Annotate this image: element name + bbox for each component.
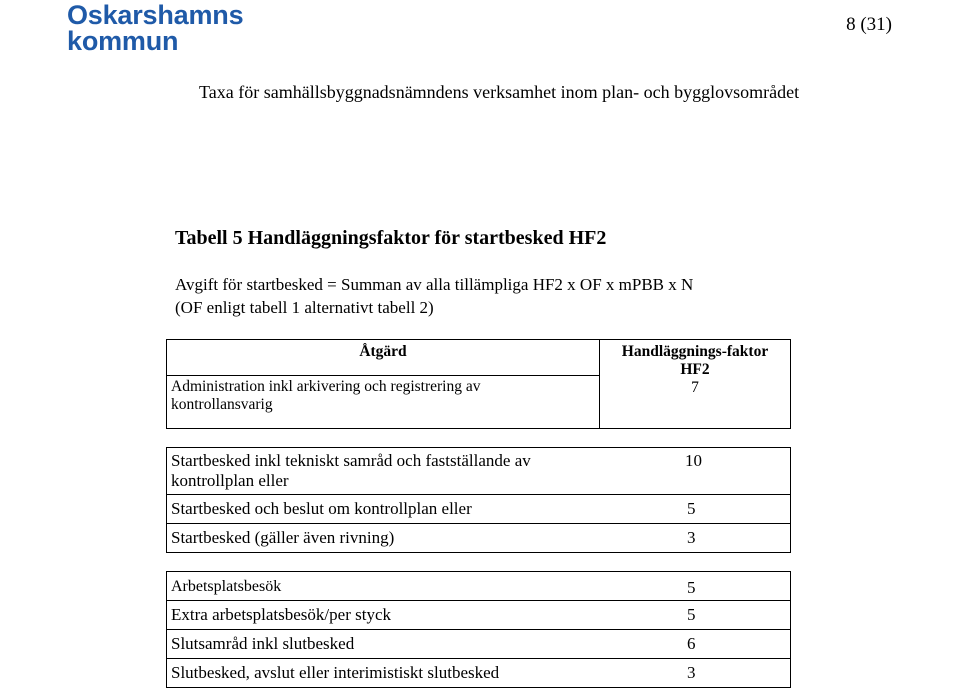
- table-row: [167, 601, 791, 630]
- header-action: Åtgärd: [167, 340, 600, 376]
- page-number: 8 (31): [846, 14, 892, 35]
- table-row: [167, 659, 791, 688]
- row-value: 3: [687, 528, 696, 547]
- row-label: [167, 572, 791, 601]
- factor-table-header: [166, 339, 791, 429]
- table-row: [167, 495, 791, 524]
- table-header-row: [167, 340, 791, 376]
- row-label-text: Startbesked (gäller även rivning): [171, 528, 395, 547]
- row-label-text: Slutbesked, avslut eller interimistiskt slutbesked: [171, 663, 500, 682]
- startbesked-table: [166, 447, 791, 553]
- row-label-text: Startbesked och beslut om kontrollplan eller: [171, 499, 472, 518]
- row-label-text: Extra arbetsplatsbesök/per styck: [171, 605, 391, 624]
- row-value: 6: [687, 634, 696, 653]
- row-label-text: Slutsamråd inkl slutbesked: [171, 634, 355, 653]
- row-label-line-2: kontrollplan eller: [171, 471, 289, 490]
- admin-label-line-1: Administration inkl arkivering och registrering av: [171, 378, 481, 395]
- header-factor-line-1: Handläggnings-faktor: [621, 343, 769, 360]
- row-label: [167, 524, 791, 553]
- row-label: [167, 448, 791, 495]
- row-value: 5: [687, 499, 696, 518]
- fee-formula: [175, 273, 693, 319]
- row-value: 3: [687, 663, 696, 682]
- admin-value: 7: [691, 379, 699, 396]
- row-label: [167, 630, 791, 659]
- inspection-table: [166, 571, 791, 688]
- table-title: Tabell 5 Handläggningsfaktor för startbesked HF2: [175, 227, 607, 249]
- formula-line-1: Avgift för startbesked = Summan av alla tillämpliga HF2 x OF x mPBB x N: [175, 275, 694, 294]
- table-row: [167, 448, 791, 495]
- row-value: 10: [685, 451, 702, 470]
- row-label: [167, 659, 791, 688]
- row-value: 5: [687, 605, 696, 624]
- row-value: 5: [687, 578, 696, 597]
- row-label-line-1: Startbesked inkl tekniskt samråd och fastställande av: [171, 451, 531, 470]
- table-row: [167, 572, 791, 601]
- logo-line-1: Oskarshamns: [67, 0, 244, 30]
- table-row: [167, 630, 791, 659]
- admin-label: [167, 376, 600, 429]
- admin-label-line-2: kontrollansvarig: [171, 396, 273, 413]
- logo-line-2: kommun: [67, 26, 179, 56]
- header-factor-line-2: HF2: [680, 361, 710, 378]
- row-label: [167, 495, 791, 524]
- document-header: Taxa för samhällsbyggnadsnämndens verksamhet inom plan- och bygglovsområdet: [199, 82, 800, 102]
- table-row: [167, 524, 791, 553]
- row-label-text: Arbetsplatsbesök: [171, 578, 282, 595]
- formula-line-2: (OF enligt tabell 1 alternativt tabell 2): [175, 298, 434, 317]
- row-label: [167, 601, 791, 630]
- header-factor: [600, 340, 791, 429]
- municipality-logo: [67, 2, 243, 54]
